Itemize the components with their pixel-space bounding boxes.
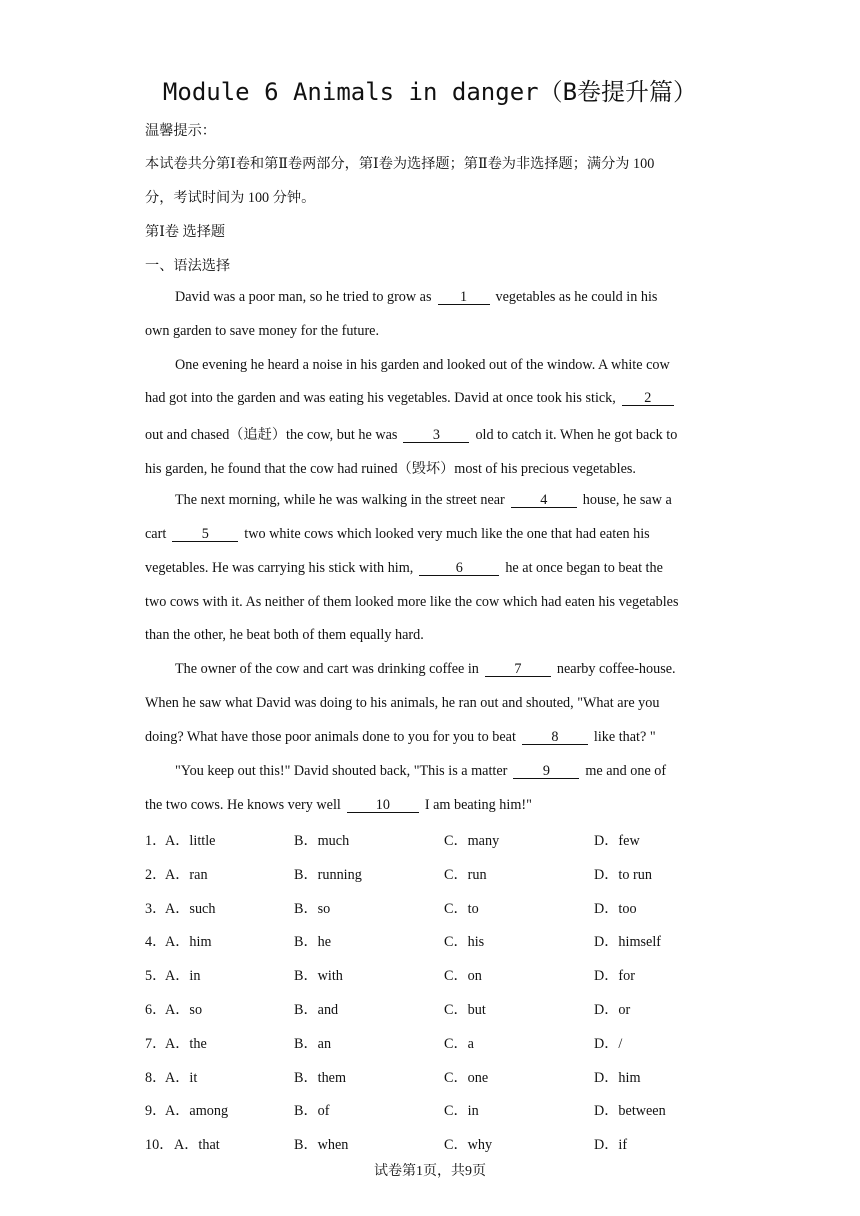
passage-text: me and one of: [585, 763, 667, 779]
tip-label: 温馨提示：: [145, 123, 216, 139]
option-c: C．one: [444, 1070, 489, 1086]
passage-line: [145, 390, 725, 407]
section-heading: 一、语法选择: [145, 258, 231, 274]
option-b: B．when: [294, 1137, 349, 1153]
question-number: 10．: [145, 1137, 174, 1153]
passage-line: When he saw what David was doing to his animals, he ran out and shouted, "What are you: [145, 695, 660, 711]
passage-text: David was a poor man, so he tried to grow as: [175, 289, 432, 305]
question-number: 3．: [145, 901, 167, 917]
page-footer: 试卷第1页，共9页: [374, 1164, 486, 1179]
option-c: C．a: [444, 1036, 474, 1052]
blank-7: 7: [485, 662, 551, 677]
passage-text: cart: [145, 526, 167, 542]
option-a: A．the: [165, 1036, 207, 1052]
question-number: 4．: [145, 934, 167, 950]
question-number: 5．: [145, 968, 167, 984]
option-b: B．of: [294, 1103, 330, 1119]
question-number: 8．: [145, 1070, 167, 1086]
option-a: A．so: [165, 1002, 203, 1018]
option-a: A．in: [165, 968, 201, 984]
option-c: C．run: [444, 867, 487, 883]
blank-10: 10: [347, 798, 419, 813]
option-b: B．with: [294, 968, 343, 984]
option-c: C．why: [444, 1137, 493, 1153]
passage-text: two white cows which looked very much like the one that had eaten his: [244, 526, 650, 542]
passage-text: house, he saw a: [582, 492, 672, 508]
passage-line: than the other, he beat both of them equally hard.: [145, 627, 424, 643]
question-number: 7．: [145, 1036, 167, 1052]
passage-text: nearby coffee-house.: [556, 661, 676, 677]
passage-line: [145, 492, 755, 509]
option-d: D．him: [594, 1070, 641, 1086]
passage-line: his garden, he found that the cow had ruined（毁坏）most of his precious vegetables.: [145, 461, 636, 477]
option-a: A．among: [165, 1103, 229, 1119]
blank-3: 3: [403, 428, 469, 443]
option-c: C．many: [444, 833, 500, 849]
passage-text: old to catch it. When he got back to: [475, 427, 678, 443]
passage-text: "You keep out this!" David shouted back, "This is a matter: [175, 763, 508, 779]
passage-line: [145, 526, 725, 543]
blank-8: 8: [522, 730, 588, 745]
option-d: D．for: [594, 968, 635, 984]
passage-text: doing? What have those poor animals done to you for you to beat: [145, 729, 516, 745]
option-a: A．that: [174, 1137, 220, 1153]
option-b: B．much: [294, 833, 350, 849]
page-title: Module 6 Animals in danger（B卷提升篇）: [162, 78, 698, 106]
option-b: B．them: [294, 1070, 347, 1086]
passage-text: like that? ": [593, 729, 656, 745]
option-d: D．or: [594, 1002, 631, 1018]
option-d: D．to run: [594, 867, 652, 883]
passage-text: the two cows. He knows very well: [145, 797, 341, 813]
passage-text: vegetables. He was carrying his stick with him,: [145, 560, 414, 576]
passage-line: [145, 797, 725, 814]
option-c: C．but: [444, 1002, 486, 1018]
option-a: A．little: [165, 833, 216, 849]
passage-line: own garden to save money for the future.: [145, 323, 380, 339]
option-d: D．few: [594, 833, 640, 849]
option-b: B．he: [294, 934, 332, 950]
blank-2: 2: [622, 391, 674, 406]
option-b: B．running: [294, 867, 362, 883]
option-c: C．his: [444, 934, 485, 950]
passage-line: [145, 560, 725, 577]
question-number: 9．: [145, 1103, 167, 1119]
passage-text: had got into the garden and was eating his vegetables. David at once took his stick,: [145, 390, 616, 406]
passage-line: two cows with it. As neither of them looked more like the cow which had eaten his vegetables: [145, 594, 679, 610]
passage-line: One evening he heard a noise in his garden and looked out of the window. A white cow: [175, 357, 670, 373]
passage-text: I am beating him!": [424, 797, 532, 813]
passage-line: [145, 661, 755, 678]
option-a: A．such: [165, 901, 216, 917]
option-d: D．himself: [594, 934, 661, 950]
passage-text: out and chased（追赶）the cow, but he was: [145, 427, 398, 443]
option-b: B．an: [294, 1036, 332, 1052]
option-c: C．on: [444, 968, 482, 984]
option-c: C．in: [444, 1103, 479, 1119]
blank-5: 5: [172, 527, 238, 542]
question-number: 2．: [145, 867, 167, 883]
option-c: C．to: [444, 901, 479, 917]
part-heading: 第Ⅰ卷 选择题: [145, 224, 226, 240]
blank-1: 1: [438, 290, 490, 305]
blank-6: 6: [419, 561, 499, 576]
option-b: B．so: [294, 901, 331, 917]
blank-9: 9: [513, 764, 579, 779]
option-d: D．if: [594, 1137, 628, 1153]
passage-line: [145, 289, 755, 306]
passage-line: [145, 763, 755, 780]
question-number: 6．: [145, 1002, 167, 1018]
question-number: 1．: [145, 833, 167, 849]
tip-line-1: 本试卷共分第Ⅰ卷和第Ⅱ卷两部分，第Ⅰ卷为选择题；第Ⅱ卷为非选择题；满分为 100: [145, 156, 655, 172]
passage-text: The owner of the cow and cart was drinking coffee in: [175, 661, 479, 677]
passage-text: he at once began to beat the: [505, 560, 663, 576]
passage-line: [145, 729, 725, 746]
blank-4: 4: [511, 493, 577, 508]
passage-text: The next morning, while he was walking in the street near: [175, 492, 505, 508]
tip-line-2: 分，考试时间为 100 分钟。: [145, 190, 316, 206]
option-d: D．between: [594, 1103, 666, 1119]
option-d: D．/: [594, 1036, 623, 1052]
option-a: A．him: [165, 934, 212, 950]
passage-text: vegetables as he could in his: [495, 289, 658, 305]
passage-line: [145, 424, 725, 444]
option-a: A．it: [165, 1070, 198, 1086]
option-d: D．too: [594, 901, 637, 917]
option-a: A．ran: [165, 867, 208, 883]
option-b: B．and: [294, 1002, 339, 1018]
